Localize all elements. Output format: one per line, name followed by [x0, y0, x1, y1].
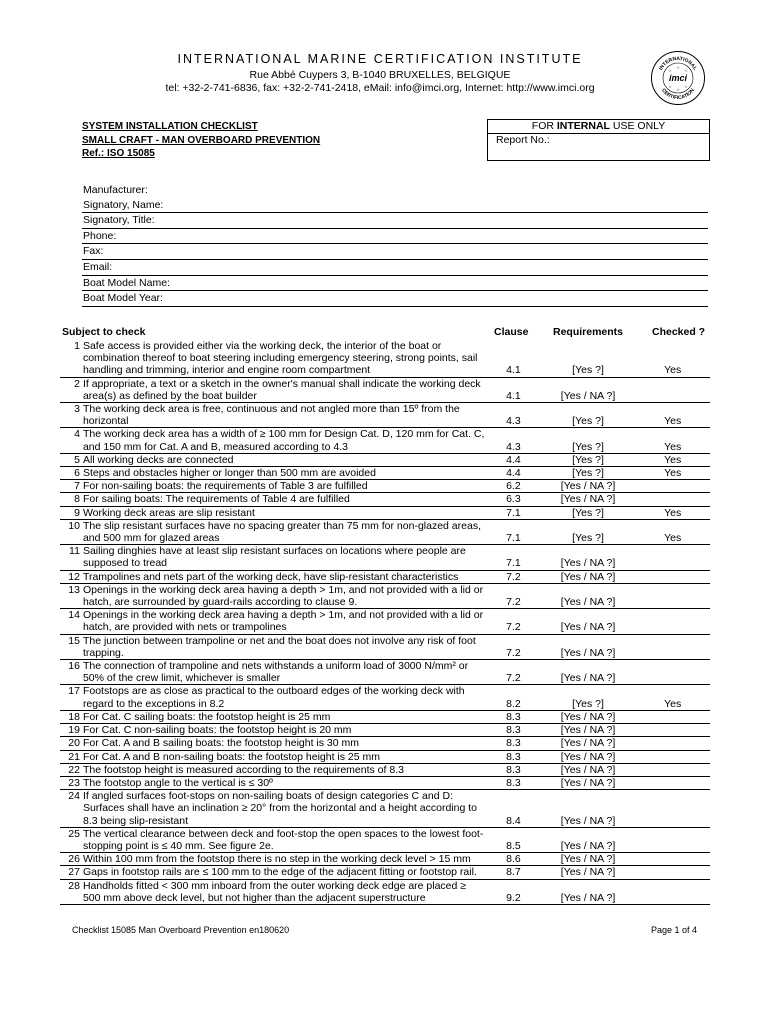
row-clause: 7.2 [506, 570, 521, 583]
row-number: 22 [68, 763, 80, 776]
row-number: 1 [74, 340, 80, 352]
table-row [60, 467, 710, 480]
organization-contact: tel: +32-2-741-6836, fax: +32-2-741-2418, eMail: info@imci.org, Internet: http://www.imci.org [165, 82, 595, 94]
row-checked[interactable] [635, 609, 710, 634]
row-checked[interactable] [635, 660, 710, 685]
row-requirements: [Yes / NA ?] [560, 763, 616, 776]
row-clause: 8.4 [506, 814, 521, 827]
row-checked[interactable] [635, 377, 710, 402]
row-subject: For non-sailing boats: the requirements of Table 3 are fulfilled [82, 480, 368, 493]
row-checked[interactable] [635, 790, 710, 828]
row-number: 25 [68, 827, 80, 840]
organization-name: INTERNATIONAL MARINE CERTIFICATION INSTITUTE [177, 52, 583, 66]
table-row [60, 453, 710, 466]
title-line-3: Ref.: ISO 15085 [82, 148, 155, 159]
svg-text:☆: ☆ [684, 84, 688, 89]
row-number: 11 [69, 545, 80, 558]
footer-document-id: Checklist 15085 Man Overboard Prevention en180620 [72, 925, 290, 935]
row-checked[interactable] [635, 879, 710, 904]
internal-use-box [487, 119, 710, 161]
table-row [60, 737, 710, 750]
row-requirements: [Yes / NA ?] [560, 493, 616, 506]
table-row [60, 609, 710, 634]
row-requirements: [Yes / NA ?] [560, 839, 616, 852]
info-fields [82, 183, 708, 307]
row-checked[interactable]: Yes [664, 415, 682, 428]
row-number: 5 [74, 453, 80, 466]
row-checked[interactable] [635, 724, 710, 737]
row-number: 23 [68, 776, 80, 789]
table-row [60, 724, 710, 737]
table-row [60, 340, 710, 377]
row-requirements: [Yes / NA ?] [560, 814, 616, 827]
row-clause: 7.1 [506, 506, 521, 519]
row-number: 2 [74, 377, 80, 390]
table-row [60, 879, 710, 904]
table-row [60, 545, 710, 570]
row-number: 9 [74, 506, 80, 519]
row-subject: The vertical clearance between deck and foot-stop the open spaces to the lowest foot-stopping point is ≤ 40 mm. See figure 2e. [82, 827, 484, 852]
row-subject: For Cat. C sailing boats: the footstop height is 25 mm [82, 710, 331, 723]
internal-use-header: FOR INTERNAL USE ONLY [488, 120, 709, 134]
row-checked[interactable]: Yes [664, 440, 682, 453]
row-number: 26 [68, 853, 80, 866]
row-clause: 7.2 [506, 672, 521, 685]
row-subject: Working deck areas are slip resistant [82, 506, 255, 519]
info-field[interactable]: Boat Model Year: [82, 291, 708, 307]
organization-address: Rue Abbé Cuypers 3, B-1040 BRUXELLES, BELGIQUE [249, 69, 511, 81]
row-checked[interactable] [635, 493, 710, 506]
table-row [60, 480, 710, 493]
row-subject: The footstop angle to the vertical is ≤ 30º [82, 776, 273, 789]
row-checked[interactable]: Yes [664, 453, 682, 466]
info-field[interactable]: Manufacturer: [83, 184, 148, 196]
footer-page-number: Page 1 of 4 [651, 925, 698, 935]
svg-text:imci: imci [668, 73, 688, 83]
row-number: 12 [68, 570, 80, 583]
row-subject: For sailing boats: The requirements of Table 4 are fulfilled [82, 493, 350, 506]
svg-text:☆: ☆ [676, 65, 680, 70]
row-checked[interactable] [635, 763, 710, 776]
row-clause: 6.3 [506, 493, 521, 506]
row-subject: Gaps in footstop rails are ≤ 100 mm to the edge of the adjacent fitting or footstop rail. [82, 866, 477, 879]
header-clause: Clause [494, 326, 529, 338]
row-clause: 4.1 [506, 364, 521, 377]
table-row [60, 763, 710, 776]
row-subject: The slip resistant surfaces have no spacing greater than 75 mm for non-glazed areas, and 500 mm for glazed areas [82, 519, 481, 545]
row-requirements: [Yes / NA ?] [560, 480, 616, 493]
row-clause: 8.5 [506, 839, 521, 852]
svg-text:☆: ☆ [668, 84, 672, 89]
row-subject: Trampolines and nets part of the working deck, have slip-resistant characteristics [82, 570, 459, 583]
row-requirements: [Yes / NA ?] [560, 621, 616, 634]
svg-text:☆: ☆ [668, 68, 672, 73]
table-row [60, 428, 710, 453]
row-requirements: [Yes ?] [572, 532, 604, 545]
row-requirements: [Yes ?] [572, 697, 604, 710]
row-clause: 7.1 [506, 532, 521, 545]
title-line-2: SMALL CRAFT - MAN OVERBOARD PREVENTION [82, 134, 321, 146]
row-number: 21 [68, 750, 80, 763]
row-checked[interactable] [635, 737, 710, 750]
row-number: 8 [74, 493, 80, 506]
row-clause: 8.7 [506, 866, 521, 879]
row-checked[interactable] [635, 634, 710, 659]
row-requirements: [Yes / NA ?] [560, 891, 616, 904]
row-number: 19 [68, 724, 80, 737]
header-subject: Subject to check [62, 326, 146, 338]
row-number: 20 [68, 737, 80, 750]
row-subject: If appropriate, a text or a sketch in the owner's manual shall indicate the working deck area(s) as defined by the boat builder [82, 377, 481, 402]
row-clause: 4.1 [506, 389, 521, 402]
row-clause: 8.3 [506, 750, 521, 763]
table-row [60, 660, 710, 685]
row-checked[interactable]: Yes [664, 697, 682, 710]
row-checked[interactable] [635, 583, 710, 608]
imci-logo-icon [650, 50, 706, 106]
row-requirements: [Yes / NA ?] [560, 557, 616, 570]
row-number: 3 [74, 403, 80, 416]
row-clause: 8.3 [506, 763, 521, 776]
info-field[interactable]: Signatory, Name: [82, 198, 708, 214]
row-checked[interactable]: Yes [664, 467, 682, 480]
table-row [60, 403, 710, 428]
table-row [60, 634, 710, 659]
row-subject: Handholds fitted < 300 mm inboard from the outer working deck edge are placed ≥ 500 mm above deck level, but not higher than the adjacent superstructure [82, 879, 467, 904]
svg-text:CERTIFICATION: CERTIFICATION [660, 87, 696, 102]
table-row [60, 827, 710, 852]
info-field[interactable]: Boat Model Name: [82, 276, 708, 292]
svg-text:INTERNATIONAL: INTERNATIONAL [658, 55, 698, 72]
row-requirements: [Yes / NA ?] [560, 853, 616, 866]
row-requirements: [Yes ?] [572, 467, 604, 480]
row-number: 27 [68, 866, 80, 879]
row-checked[interactable] [635, 545, 710, 570]
row-clause: 8.3 [506, 710, 521, 723]
row-requirements: [Yes ?] [572, 506, 604, 519]
row-checked[interactable] [635, 776, 710, 789]
row-number: 7 [74, 480, 80, 493]
row-number: 10 [68, 519, 80, 532]
header-requirements: Requirements [553, 326, 624, 338]
table-row [60, 583, 710, 608]
row-subject: Openings in the working deck area having a depth > 1m, and not provided with a lid or hatch, are surrounded by guard-rails according to clause 9. [82, 583, 484, 609]
table-row [60, 790, 710, 828]
row-clause: 4.4 [506, 453, 521, 466]
row-subject: For Cat. A and B sailing boats: the footstop height is 30 mm [82, 737, 360, 750]
row-clause: 4.4 [506, 467, 521, 480]
row-checked[interactable]: Yes [664, 532, 682, 545]
row-clause: 4.3 [506, 415, 521, 428]
row-subject: The working deck area has a width of ≥ 100 mm for Design Cat. D, 120 mm for Cat. C, and 150 mm for Cat. A and B, measured according to 4.3 [82, 428, 485, 453]
table-row [60, 519, 710, 544]
row-requirements: [Yes / NA ?] [560, 672, 616, 685]
row-number: 16 [68, 660, 80, 673]
info-field[interactable]: Email: [82, 260, 708, 276]
row-clause: 7.2 [506, 596, 521, 609]
table-row [60, 750, 710, 763]
row-clause: 7.2 [506, 621, 521, 634]
row-requirements: [Yes / NA ?] [560, 750, 616, 763]
table-row [60, 377, 710, 402]
row-number: 13 [68, 583, 80, 596]
row-subject: For Cat. A and B non-sailing boats: the footstop height is 25 mm [82, 750, 381, 763]
row-number: 18 [68, 710, 80, 723]
row-requirements: [Yes / NA ?] [560, 570, 616, 583]
row-checked[interactable] [635, 570, 710, 583]
row-checked[interactable] [635, 710, 710, 723]
row-number: 28 [68, 879, 80, 892]
row-subject: Safe access is provided either via the working deck, the interior of the boat or combination thereof to boat steering including emergency steering, strong points, sail handling and trimming, interior and engine room compartment [82, 340, 478, 377]
row-checked[interactable] [635, 480, 710, 493]
svg-text:☆: ☆ [684, 68, 688, 73]
row-number: 15 [68, 634, 80, 647]
report-number-field[interactable]: Report No.: [496, 134, 550, 146]
row-checked[interactable] [635, 866, 710, 879]
table-row [60, 776, 710, 789]
row-checked[interactable] [635, 853, 710, 866]
row-number: 17 [68, 685, 80, 698]
row-requirements: [Yes / NA ?] [560, 724, 616, 737]
row-subject: All working decks are connected [82, 453, 234, 466]
row-clause: 8.2 [506, 697, 521, 710]
table-row [60, 570, 710, 583]
row-clause: 4.3 [506, 440, 521, 453]
internal-label: INTERNAL [556, 120, 610, 132]
table-row [60, 685, 710, 710]
row-requirements: [Yes / NA ?] [560, 710, 616, 723]
row-checked[interactable]: Yes [664, 364, 682, 377]
table-row [60, 506, 710, 519]
row-clause: 8.3 [506, 724, 521, 737]
table-row [60, 710, 710, 723]
info-field[interactable]: Phone: [82, 229, 708, 245]
table-row [60, 866, 710, 879]
row-clause: 7.1 [506, 557, 521, 570]
row-checked[interactable]: Yes [664, 506, 682, 519]
row-requirements: [Yes / NA ?] [560, 646, 616, 659]
row-requirements: [Yes / NA ?] [560, 776, 616, 789]
row-subject: For Cat. C non-sailing boats: the footstop height is 20 mm [82, 724, 352, 737]
header-checked: Checked ? [652, 326, 706, 338]
row-requirements: [Yes ?] [572, 415, 604, 428]
row-number: 6 [74, 467, 80, 480]
row-clause: 8.3 [506, 737, 521, 750]
row-requirements: [Yes ?] [572, 440, 604, 453]
svg-text:☆: ☆ [676, 87, 680, 92]
table-row [60, 493, 710, 506]
row-requirements: [Yes / NA ?] [560, 389, 616, 402]
row-subject: The connection of trampoline and nets withstands a uniform load of 3000 N/mm² or 50% of the crew limit, whichever is smaller [82, 660, 469, 685]
row-clause: 6.2 [506, 480, 521, 493]
row-subject: If angled surfaces foot-stops on non-sailing boats of design categories C and D: Surfaces shall have an inclination ≥ 20° from the horizontal and a height according to 8.3 being slip-resistant [82, 790, 477, 827]
row-checked[interactable] [635, 827, 710, 852]
row-subject: Openings in the working deck area having a depth > 1m, and not provided with a lid or hatch, are provided with nets or trampolines [82, 609, 484, 634]
table-row [60, 853, 710, 866]
info-field[interactable]: Fax: [82, 244, 708, 260]
row-subject: Steps and obstacles higher or longer than 500 mm are avoided [82, 467, 376, 480]
row-checked[interactable] [635, 750, 710, 763]
info-field[interactable]: Signatory, Title: [82, 213, 708, 229]
row-clause: 8.3 [506, 776, 521, 789]
row-subject: Sailing dinghies have at least slip resistant surfaces on locations where people are supposed to tread [82, 545, 466, 570]
checklist-table [60, 340, 710, 905]
row-number: 4 [74, 428, 80, 441]
row-clause: 9.2 [506, 891, 521, 904]
row-requirements: [Yes / NA ?] [560, 737, 616, 750]
row-subject: Within 100 mm from the footstop there is no step in the working deck level > 15 mm [82, 853, 471, 866]
row-clause: 8.6 [506, 853, 521, 866]
title-line-1: SYSTEM INSTALLATION CHECKLIST [82, 121, 258, 132]
row-requirements: [Yes ?] [572, 453, 604, 466]
row-requirements: [Yes / NA ?] [560, 866, 616, 879]
row-number: 14 [68, 609, 80, 622]
checklist-title [82, 120, 320, 161]
row-subject: The junction between trampoline or net and the boat does not involve any risk of foot trapping. [82, 634, 476, 659]
row-number: 24 [68, 790, 80, 803]
row-subject: Footstops are as close as practical to the outboard edges of the working deck with regard to the exceptions in 8.2 [82, 685, 465, 710]
row-clause: 7.2 [506, 646, 521, 659]
row-requirements: [Yes / NA ?] [560, 596, 616, 609]
row-requirements: [Yes ?] [572, 364, 604, 377]
row-subject: The footstop height is measured according to the requirements of 8.3 [82, 763, 404, 776]
row-subject: The working deck area is free, continuous and not angled more than 15º from the horizontal [82, 403, 460, 428]
